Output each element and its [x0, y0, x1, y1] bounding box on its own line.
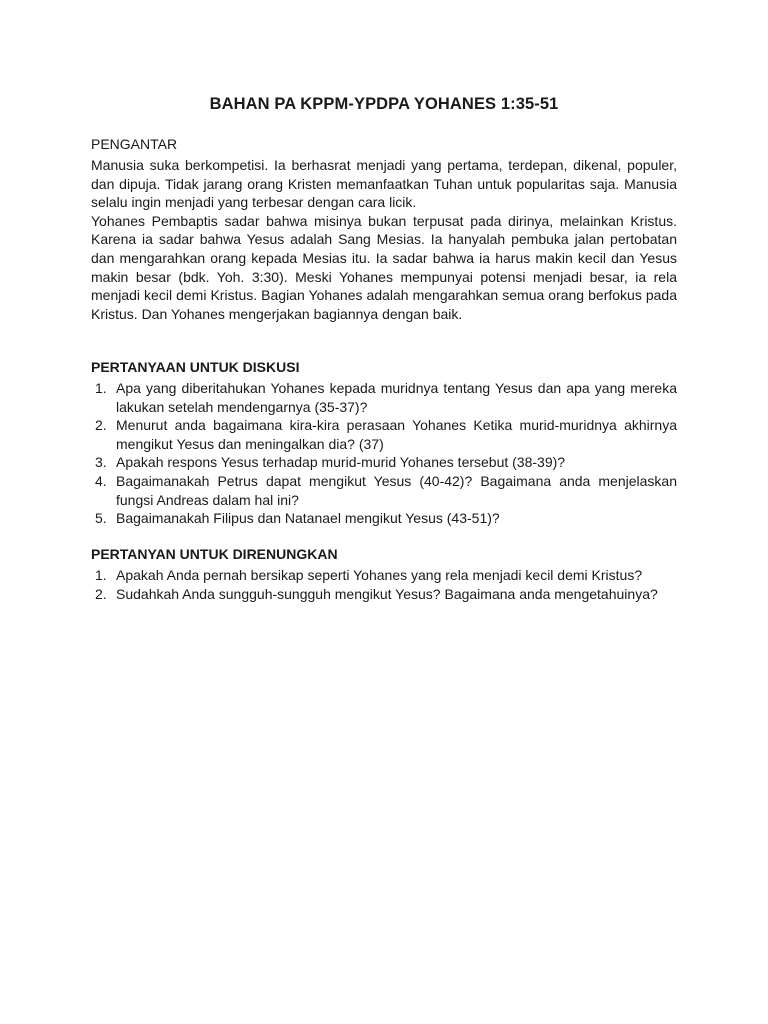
question-text: Sudahkah Anda sungguh-sungguh mengikut Yesus? Bagaimana anda mengetahuinya?	[116, 585, 658, 602]
reflection-question-list	[91, 566, 677, 603]
discussion-question	[91, 416, 677, 453]
reflection-section	[91, 545, 677, 603]
question-number: 4.	[95, 472, 107, 489]
discussion-question	[91, 509, 677, 528]
discussion-question	[91, 472, 677, 509]
document-title: BAHAN PA KPPM-YPDPA YOHANES 1:35-51	[209, 95, 559, 113]
question-text: Bagaimanakah Petrus dapat mengikut Yesus (40-42)? Bagaimana anda menjelaskan fungsi Andreas dalam hal ini?	[116, 472, 677, 508]
question-text: Apakah respons Yesus terhadap murid-murid Yohanes tersebut (38-39)?	[116, 454, 566, 471]
question-number: 2.	[95, 417, 107, 434]
reflection-heading: PERTANYAN UNTUK DIRENUNGKAN	[91, 546, 338, 562]
question-number: 2.	[95, 585, 107, 602]
intro-paragraph: Manusia suka berkompetisi. Ia berhasrat menjadi yang pertama, terdepan, dikenal, populer, dan dipuja. Tidak jarang orang Kristen memanfaatkan Tuhan untuk popularitas saja. Manusia selalu ingin menjadi yang terbesar dengan cara licik.	[91, 157, 677, 211]
document-page	[91, 0, 677, 1024]
question-text: Apakah Anda pernah bersikap seperti Yohanes yang rela menjadi kecil demi Kristus?	[116, 567, 643, 583]
question-text: Menurut anda bagaimana kira-kira perasaan Yohanes Ketika murid-muridnya akhirnya mengikut Yesus dan meningalkan dia? (37)	[116, 417, 677, 452]
reflection-question	[91, 585, 677, 604]
question-number: 3.	[95, 454, 107, 471]
discussion-heading: PERTANYAAN UNTUK DISKUSI	[91, 359, 300, 375]
question-text: Bagaimanakah Filipus dan Natanael mengikut Yesus (43-51)?	[116, 510, 500, 527]
question-number: 5.	[95, 510, 107, 527]
intro-section	[91, 135, 677, 323]
discussion-question	[91, 379, 677, 416]
question-number: 1.	[95, 567, 107, 583]
question-number: 1.	[95, 380, 107, 396]
discussion-section	[91, 358, 677, 528]
question-text: Apa yang diberitahukan Yohanes kepada muridnya tentang Yesus dan apa yang mereka lakukan setelah mendengarnya (35-37)?	[116, 380, 677, 415]
intro-heading: PENGANTAR	[91, 136, 178, 152]
intro-paragraph: Yohanes Pembaptis sadar bahwa misinya bukan terpusat pada dirinya, melainkan Kristus. Karena ia sadar bahwa Yesus adalah Sang Mesias. Ia hanyalah pembuka jalan pertobatan dan mengarahkan orang kepada Mesias itu. Ia sadar bahwa ia harus makin kecil dan Yesus makin besar (bdk. Yoh. 3:30). Meski Yohanes mempunyai potensi menjadi besar, ia rela menjadi kecil demi Kristus. Bagian Yohanes adalah mengarahkan semua orang berfokus pada Kristus. Dan Yohanes mengerjakan bagiannya dengan baik.	[91, 212, 677, 322]
reflection-question	[91, 566, 677, 585]
discussion-question-list	[91, 379, 677, 528]
discussion-question	[91, 453, 677, 472]
